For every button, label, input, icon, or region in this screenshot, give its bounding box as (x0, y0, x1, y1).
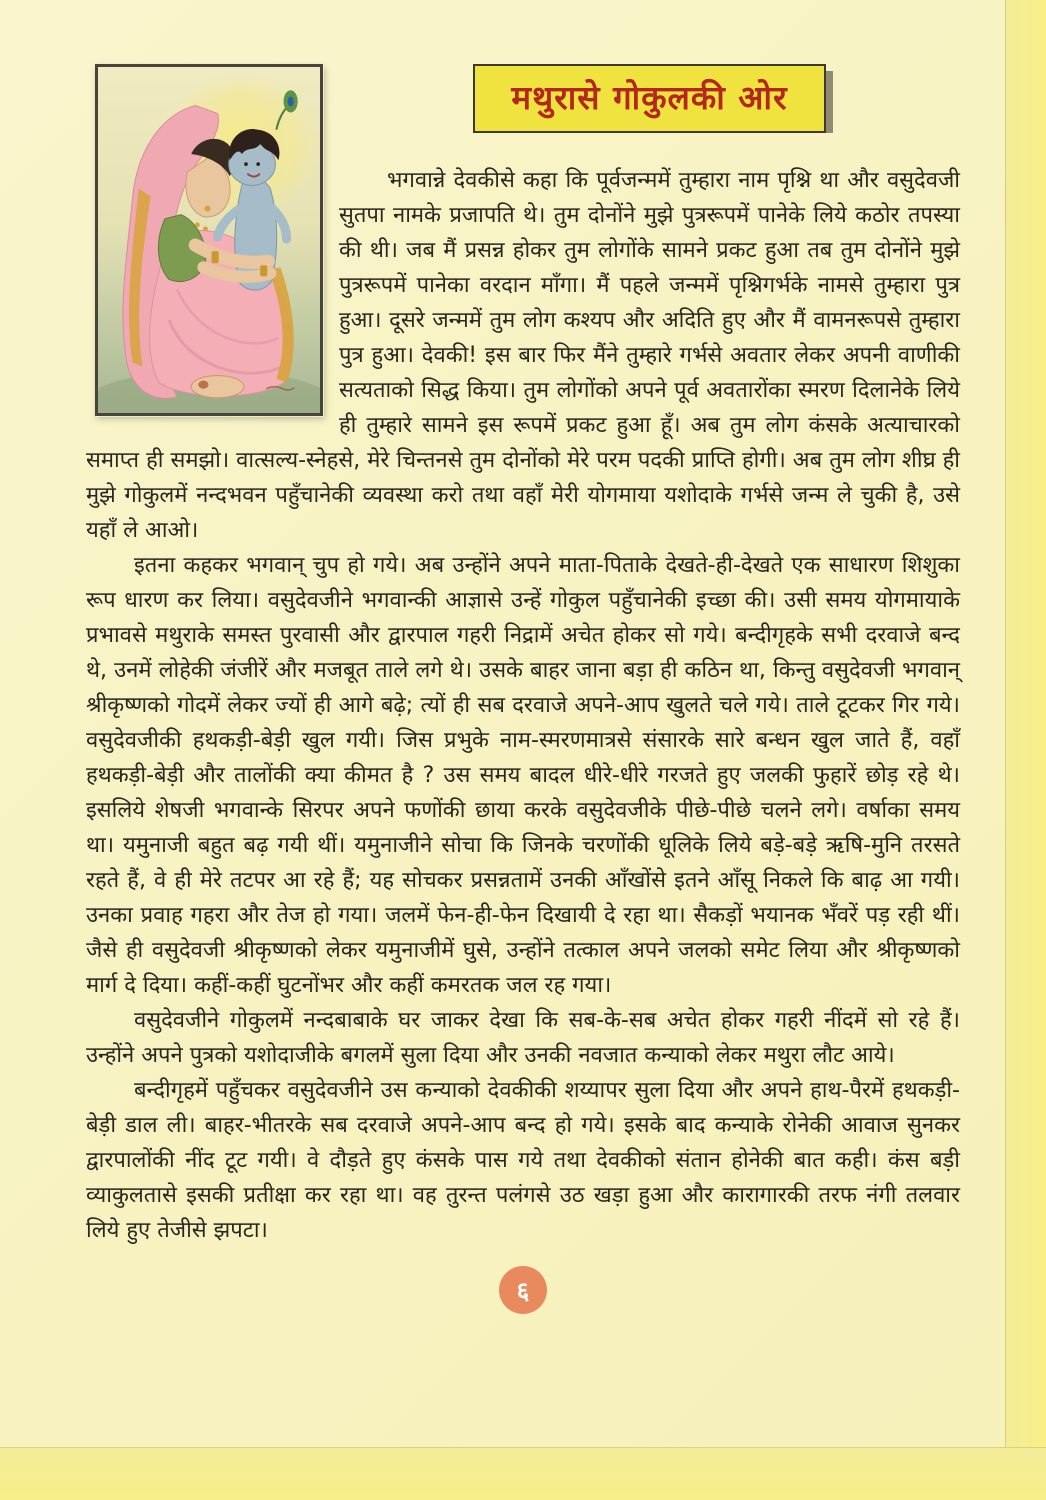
title-row (339, 60, 960, 133)
body-paragraph-3: वसुदेवजीने गोकुलमें नन्दबाबाके घर जाकर देखा कि सब-के-सब अचेत होकर गहरी नींदमें सो रहे हैं। उन्होंने अपने पुत्रको यशोदाजीके बगलमें सुला दिया और उनकी नवजात कन्याको लेकर मथुरा लौट आये। (86, 1008, 960, 1068)
body-paragraph-4: बन्दीगृहमें पहुँचकर वसुदेवजीने उस कन्याको देवकीकी शय्यापर सुला दिया और अपने हाथ-पैरमें हथकड़ी-बेड़ी डाल ली। बाहर-भीतरके सब दरवाजे अपने-आप बन्द हो गये। इसके बाद कन्याके रोनेकी आवाज सुनकर द्वारपालोंकी नींद टूट गयी। वे दौड़ते हुए कंसके पास गये तथा देवकीको संतान होनेकी बात कही। कंस बड़ी व्याकुलतासे इसकी प्रतीक्षा कर रहा था। वह तुरन्त पलंगसे उठ खड़ा हुआ और कारागारकी तरफ नंगी तलवार लिये हुए तेजीसे झपटा। (86, 1078, 960, 1243)
body-paragraph-2: इतना कहकर भगवान् चुप हो गये। अब उन्होंने अपने माता-पिताके देखते-ही-देखते एक साधारण शिशुका रूप धारण कर लिया। वसुदेवजीने भगवान्की आज्ञासे उन्हें गोकुल पहुँचानेकी इच्छा की। उसी समय योगमायाके प्रभावसे मथुराके समस्त पुरवासी और द्वारपाल गहरी निद्रामें अचेत होकर सो गये। बन्दीगृहके सभी दरवाजे बन्द थे, उनमें लोहेकी जंजीरें और मजबूत ताले लगे थे। उसके बाहर जाना बड़ा ही कठिन था, किन्तु वसुदेवजी भगवान् श्रीकृष्णको गोदमें लेकर ज्यों ही आगे बढ़े; त्यों ही सब दरवाजे अपने-आप खुलते चले गये। ताले टूटकर गिर गये। वसुदेवजीकी हथकड़ी-बेड़ी खुल गयी। जिस प्रभुके नाम-स्मरणमात्रसे संसारके सारे बन्धन खुल जाते हैं, वहाँ हथकड़ी-बेड़ी और तालोंकी क्या कीमत है ? उस समय बादल धीरे-धीरे गरजते हुए जलकी फुहारें छोड़ रहे थे। इसलिये शेषजी भगवान्के सिरपर अपने फणोंकी छाया करके वसुदेवजीके पीछे-पीछे चलने लगे। वर्षाका समय था। यमुनाजी बहुत बढ़ गयी थीं। यमुनाजीने सोचा कि जिनके चरणोंकी धूलिके लिये बड़े-बड़े ऋषि-मुनि तरसते रहते हैं, वे ही मेरे तटपर आ रहे हैं; यह सोचकर प्रसन्नतामें उनकी आँखोंसे इतने आँसू निकले कि बाढ़ आ गयी। उनका प्रवाह गहरा और तेज हो गया। जलमें फेन-ही-फेन दिखायी दे रहा था। सैकड़ों भयानक भँवरें पड़ रही थीं। जैसे ही वसुदेवजी श्रीकृष्णको लेकर यमुनाजीमें घुसे, उन्होंने तत्काल अपने जलको समेट लिया और श्रीकृष्णको मार्ग दे दिया। कहीं-कहीं घुटनोंभर और कहीं कमरतक जल रह गया। (86, 553, 960, 998)
krishna-painting-frame (95, 64, 323, 416)
chapter-title: मथुरासे गोकुलकी ओर (473, 64, 825, 133)
page-number-badge: ६ (499, 1266, 547, 1314)
page-number-row (86, 1248, 960, 1314)
book-cover-edge-bottom (0, 1447, 1046, 1500)
body-paragraph-1: भगवान्ने देवकीसे कहा कि पूर्वजन्ममें तुम्हारा नाम पृश्नि था और वसुदेवजी सुतपा नामके प्रजापति थे। तुम दोनोंने मुझे पुत्ररूपमें पानेके लिये कठोर तपस्या की थी। जब मैं प्रसन्न होकर तुम लोगोंके सामने प्रकट हुआ तब तुम दोनोंने मुझे पुत्ररूपमें पानेका वरदान माँगा। मैं पहले जन्ममें पृश्निगर्भके नामसे तुम्हारा पुत्र हुआ। दूसरे जन्ममें तुम लोग कश्यप और अदिति हुए और मैं वामनरूपसे तुम्हारा पुत्र हुआ। देवकी! इस बार फिर मैंने तुम्हारे गर्भसे अवतार लेकर अपनी वाणीकी सत्यताको सिद्ध किया। तुम लोगोंको अपने पूर्व अवतारोंका स्मरण दिलानेके लिये ही तुम्हारे सामने इस रूपमें प्रकट हुआ हूँ। अब तुम लोग कंसके अत्याचारको समाप्त ही समझो। वात्सल्य-स्नेहसे, मेरे चिन्तनसे तुम दोनोंको मेरे परम पदकी प्राप्ति होगी। अब तुम लोग शीघ्र ही मुझे गोकुलमें नन्दभवन पहुँचानेकी व्यवस्था करो तथा वहाँ मेरी योगमाया यशोदाके गर्भसे जन्म ले चुकी है, उसे यहाँ ले आओ। (86, 168, 960, 543)
mother-kissing-baby-krishna-painting (98, 67, 320, 413)
